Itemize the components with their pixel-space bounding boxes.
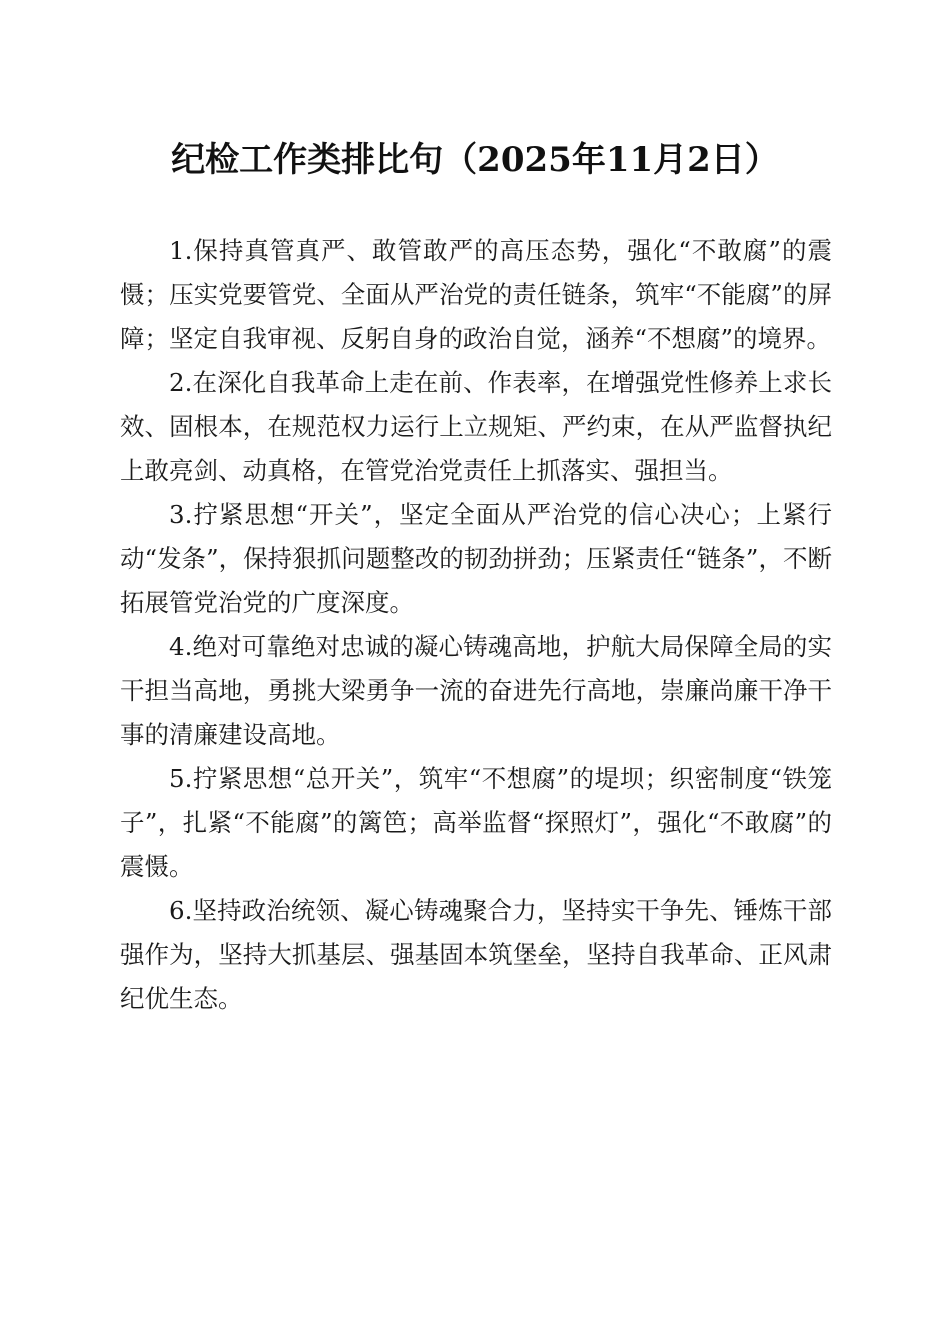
paragraph-3: 3.拧紧思想“开关”，坚定全面从严治党的信心决心；上紧行动“发条”，保持狠抓问题整改的韧劲拼劲；压紧责任“链条”，不断拓展管党治党的广度深度。 — [120, 500, 832, 617]
paragraph-5: 5.拧紧思想“总开关”，筑牢“不想腐”的堤坝；织密制度“铁笼子”，扎紧“不能腐”的篱笆；高举监督“探照灯”，强化“不敢腐”的震慑。 — [120, 764, 832, 881]
paragraph-1: 1.保持真管真严、敢管敢严的高压态势，强化“不敢腐”的震慑；压实党要管党、全面从严治党的责任链条，筑牢“不能腐”的屏障；坚定自我审视、反躬自身的政治自觉，涵养“不想腐”的境界。 — [120, 236, 832, 353]
document-body — [120, 229, 832, 1021]
paragraph-4: 4.绝对可靠绝对忠诚的凝心铸魂高地，护航大局保障全局的实干担当高地，勇挑大梁勇争一流的奋进先行高地，崇廉尚廉干净干事的清廉建设高地。 — [120, 632, 832, 749]
paragraph-2: 2.在深化自我革命上走在前、作表率，在增强党性修养上求长效、固根本，在规范权力运行上立规矩、严约束，在从严监督执纪上敢亮剑、动真格，在管党治党责任上抓落实、强担当。 — [120, 368, 832, 485]
paragraph-6: 6.坚持政治统领、凝心铸魂聚合力，坚持实干争先、锤炼干部强作为，坚持大抓基层、强基固本筑堡垒，坚持自我革命、正风肃纪优生态。 — [120, 896, 832, 1013]
document-title: 纪检工作类排比句（2025年11月2日） — [171, 140, 779, 180]
